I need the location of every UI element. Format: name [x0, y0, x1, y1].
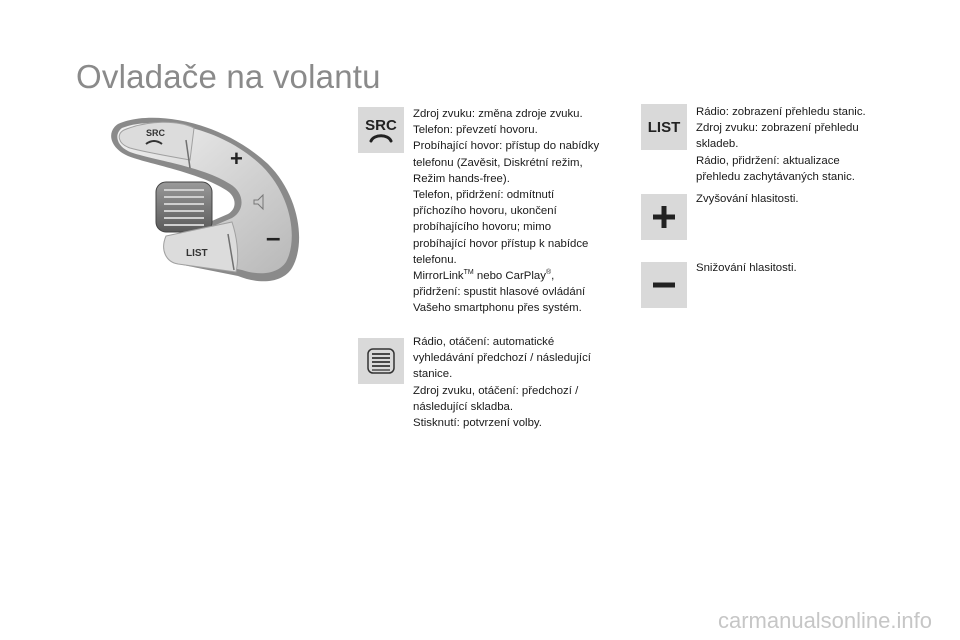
src-line: telefonu (Zavěsit, Diskrétní režim, [413, 156, 583, 169]
src-line: Režim hands-free). [413, 172, 510, 185]
watermark: carmanualsonline.info [717, 608, 932, 633]
thumbwheel-line: Stisknutí: potvrzení volby. [413, 417, 542, 430]
src-line: Telefon, přidržení: odmítnutí [413, 189, 555, 202]
thumbwheel-icon-box [358, 338, 404, 384]
src-line: Probíhající hovor: přístup do nabídky [413, 140, 600, 153]
list-line: Zdroj zvuku: zobrazení přehledu [696, 122, 859, 135]
src-line: probíhající hovor přístup k nabídce [413, 237, 589, 250]
thumbwheel-line: stanice. [413, 368, 453, 381]
src-line: Zdroj zvuku: změna zdroje zvuku. [413, 108, 583, 120]
wheel-plus-icon: + [230, 146, 243, 171]
src-line: Vašeho smartphonu přes systém. [413, 302, 582, 315]
plus-line: Zvyšování hlasitosti. [696, 193, 799, 205]
src-line: příchozího hovoru, ukončení [413, 205, 557, 218]
wheel-list-label: LIST [186, 248, 208, 259]
plus-description [696, 191, 799, 207]
list-line: skladeb. [696, 138, 739, 151]
list-line: Rádio, přidržení: aktualizace [696, 154, 840, 167]
minus-line: Snižování hlasitosti. [696, 262, 797, 274]
wheel-src-label: SRC [146, 128, 166, 138]
thumbwheel-line: Rádio, otáčení: automatické [413, 336, 555, 348]
list-icon-box [641, 104, 687, 150]
list-line: Rádio: zobrazení přehledu stanic. [696, 106, 866, 118]
thumbwheel-line: Zdroj zvuku, otáčení: předchozí / [413, 384, 579, 397]
thumbwheel-description [413, 334, 591, 431]
minus-icon-box [641, 262, 687, 308]
src-line: probíhajícího hovoru; mimo [413, 221, 552, 234]
src-line: přidržení: spustit hlasové ovládání [413, 286, 586, 299]
src-line: telefonu. [413, 253, 457, 266]
thumbwheel-icon [367, 348, 395, 374]
list-line: přehledu zachytávaných stanic. [696, 170, 855, 183]
wheel-minus-icon: – [266, 222, 281, 252]
list-description [696, 104, 866, 185]
page-title: Ovladače na volantu [76, 58, 381, 95]
wheel-thumbwheel [156, 182, 212, 232]
phone-icon [368, 133, 394, 143]
plus-icon-box [641, 194, 687, 240]
src-line: Telefon: převzetí hovoru. [413, 124, 538, 137]
steering-wheel-controls-illustration [108, 104, 308, 290]
minus-icon [652, 281, 676, 289]
mirrorlink-line: MirrorLink™ nebo CarPlay®, [413, 269, 555, 283]
src-icon-box [358, 107, 404, 153]
src-label: SRC [365, 116, 397, 134]
thumbwheel-line: vyhledávání předchozí / následující [413, 352, 591, 365]
plus-icon [652, 205, 676, 229]
list-label: LIST [647, 118, 681, 136]
thumbwheel-line: následující skladba. [413, 400, 514, 413]
minus-description [696, 260, 797, 276]
src-description [413, 106, 599, 317]
